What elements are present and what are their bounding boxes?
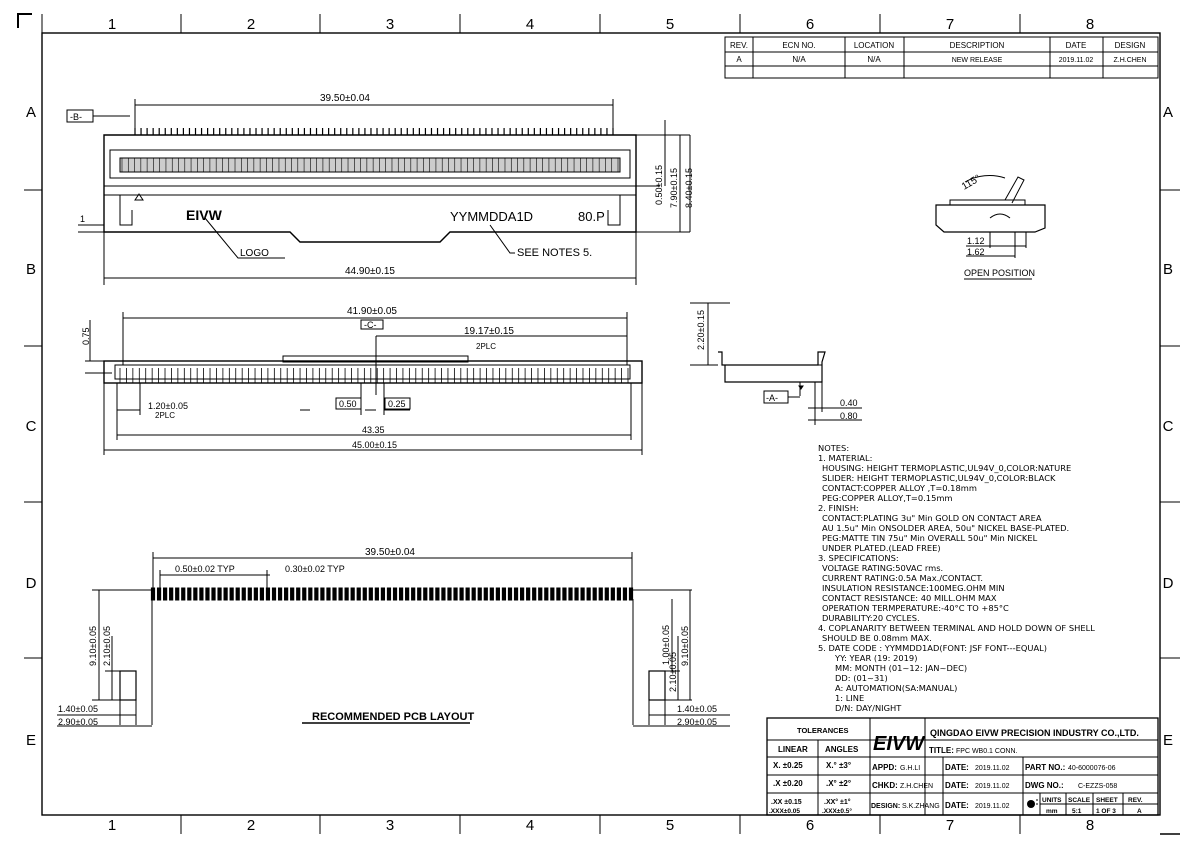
dim-025: 0.25 xyxy=(388,399,406,409)
part-value: 40-6000076-06 xyxy=(1068,765,1116,772)
pcb-pad xyxy=(527,588,530,600)
pcb-pad xyxy=(345,588,348,600)
tol-row: .XXX±0.5° xyxy=(822,808,853,815)
note-line: OPERATION TERMPERATURE:-40°C TO +85°C xyxy=(822,603,1009,613)
date-value: 2019.11.02 xyxy=(975,765,1010,772)
note-line: 3. SPECIFICATIONS: xyxy=(818,553,899,563)
tol-row: .X° ±2° xyxy=(826,779,852,788)
date-code: YYMMDDA1D xyxy=(450,209,534,224)
pcb-pad xyxy=(303,588,306,600)
pcb-pad xyxy=(533,588,536,600)
col-label: 4 xyxy=(525,817,535,834)
company-logo: EIVW xyxy=(873,733,925,755)
note-line: 1. MATERIAL: xyxy=(818,453,873,463)
note-line: SHOULD BE 0.08mm MAX. xyxy=(822,633,932,643)
pcb-pad xyxy=(623,588,626,600)
dim-41: 41.90±0.05 xyxy=(347,306,397,317)
pcb-pad xyxy=(327,588,330,600)
col-label: 1 xyxy=(107,16,117,33)
brand-mark: EIVW xyxy=(186,207,222,223)
dim-h2: 7.90±0.15 xyxy=(669,168,679,208)
rev-cell: N/A xyxy=(867,55,881,64)
note-line: MM: MONTH (01~12: JAN~DEC) xyxy=(835,663,968,673)
pcb-pad xyxy=(418,588,421,600)
appd-label: APPD: xyxy=(872,763,897,772)
pcb-pad xyxy=(194,588,197,600)
pcb-pad xyxy=(545,588,548,600)
dim-220: 2.20±0.15 xyxy=(696,310,706,350)
pin-count: 80.P xyxy=(578,209,605,224)
tol-row: .XX° ±1° xyxy=(824,799,851,806)
pcb-pad xyxy=(206,588,209,600)
pcb-pad xyxy=(472,588,475,600)
pcb-pad xyxy=(164,588,167,600)
pcb-dim-100-r: 1.00±0.05 xyxy=(661,625,671,665)
pcb-pad xyxy=(272,588,275,600)
pcb-layout-title: RECOMMENDED PCB LAYOUT xyxy=(312,711,475,723)
pcb-pad xyxy=(520,588,523,600)
dim-19: 19.17±0.15 xyxy=(464,326,514,337)
scale-value: 5:1 xyxy=(1072,808,1082,815)
pcb-pad xyxy=(309,588,312,600)
title-label: TITLE: xyxy=(929,746,954,755)
pcb-pad xyxy=(581,588,584,600)
dim-120-note: 2PLC xyxy=(155,411,176,420)
chkd-value: Z.H.CHEN xyxy=(900,783,934,790)
note-line: AU 1.5u" Min ONSOLDER AREA, 50u" NICKEL BASE-PLATED. xyxy=(822,523,1070,533)
open-position-title: OPEN POSITION xyxy=(964,268,1036,278)
dim-080: 0.80 xyxy=(840,411,858,421)
title-value: FPC WB0.1 CONN. xyxy=(956,748,1018,755)
pcb-pad xyxy=(575,588,578,600)
zone-labels xyxy=(26,16,1174,834)
pcb-pad xyxy=(369,588,372,600)
note-line: 4. COPLANARITY BETWEEN TERMINAL AND HOLD DOWN OF SHELL xyxy=(818,623,1095,633)
note-line: DD: (01~31) xyxy=(835,673,888,683)
date-value: 2019.11.02 xyxy=(975,783,1010,790)
pcb-pad xyxy=(430,588,433,600)
appd-value: G.H.LI xyxy=(900,765,921,772)
row-label: A xyxy=(25,104,37,121)
pcb-dim-910-r: 9.10±0.05 xyxy=(680,626,690,666)
note-line: CONTACT:PLATING 3u" Min GOLD ON CONTACT AREA xyxy=(822,513,1042,523)
pcb-pad xyxy=(406,588,409,600)
pcb-pad xyxy=(170,588,173,600)
title-block-text xyxy=(769,726,1143,815)
pcb-dim-140-l: 1.40±0.05 xyxy=(58,704,98,714)
pcb-dim-910-l: 9.10±0.05 xyxy=(88,626,98,666)
pcb-pad xyxy=(629,588,632,600)
col-label: 3 xyxy=(385,16,395,33)
pcb-pad xyxy=(387,588,390,600)
pcb-pad xyxy=(599,588,602,600)
pcb-dim-210-r: 2.10±0.05 xyxy=(668,652,678,692)
pcb-pad xyxy=(230,588,233,600)
note-line: D/N: DAY/NIGHT xyxy=(835,703,902,713)
top-pins xyxy=(135,128,613,135)
pcb-pad xyxy=(484,588,487,600)
pcb-pad xyxy=(333,588,336,600)
pcb-pad xyxy=(278,588,281,600)
col-label: 2 xyxy=(246,16,256,33)
col-label: 3 xyxy=(385,817,395,834)
date-label: DATE: xyxy=(945,781,969,790)
pcb-pad xyxy=(375,588,378,600)
tol-row: .XX ±0.15 xyxy=(771,799,802,806)
col-label: 6 xyxy=(805,16,815,33)
pcb-pad xyxy=(357,588,360,600)
row-label: C xyxy=(25,418,37,435)
pcb-pad xyxy=(454,588,457,600)
dim-h1: 0.50±0.15 xyxy=(654,165,664,205)
pcb-pad xyxy=(412,588,415,600)
pcb-pad xyxy=(460,588,463,600)
rev-header: DESIGN xyxy=(1114,41,1146,50)
revision-table xyxy=(725,37,1158,78)
row-label: E xyxy=(1162,732,1174,749)
col-label: 2 xyxy=(246,817,256,834)
col-label: 8 xyxy=(1085,16,1095,33)
dwg-value: C-EZZS-058 xyxy=(1078,783,1118,790)
pcb-pad xyxy=(176,588,179,600)
rev-header: DESCRIPTION xyxy=(949,41,1005,50)
pcb-pad xyxy=(563,588,566,600)
company-name: QINGDAO EIVW PRECISION INDUSTRY CO.,LTD. xyxy=(930,728,1139,738)
rev-cell: A xyxy=(736,55,742,64)
row-label: B xyxy=(1162,261,1174,278)
note-line: PEG:COPPER ALLOY,T=0.15mm xyxy=(822,493,953,503)
note-line: CONTACT:COPPER ALLOY ,T=0.18mm xyxy=(822,483,977,493)
row-label: A xyxy=(1162,104,1174,121)
rev-value: A xyxy=(1137,808,1142,815)
row-label: B xyxy=(25,261,37,278)
tol-row: .XXX±0.05 xyxy=(769,808,801,815)
pcb-dim-290-r: 2.90±0.05 xyxy=(677,717,717,727)
projection-symbol-icon xyxy=(1027,800,1038,808)
pcb-pad xyxy=(188,588,191,600)
note-line: YY: YEAR (19: 2019) xyxy=(835,653,918,663)
pcb-pad xyxy=(551,588,554,600)
side-view xyxy=(690,303,862,425)
col-label: 1 xyxy=(107,817,117,834)
note-line: CONTACT RESISTANCE: 40 MILL.OHM MAX xyxy=(822,593,997,603)
pcb-pad xyxy=(617,588,620,600)
pcb-pad xyxy=(200,588,203,600)
pcb-pad xyxy=(508,588,511,600)
pcb-layout-text xyxy=(58,547,717,727)
tol-row: X.° ±3° xyxy=(826,761,852,770)
pcb-pad xyxy=(569,588,572,600)
note-line: UNDER PLATED.(LEAD FREE) xyxy=(822,543,941,553)
pcb-pad xyxy=(260,588,263,600)
row-label: E xyxy=(25,732,37,749)
open-angle: 115° xyxy=(960,173,983,193)
note-line: DURABILITY:20 CYCLES. xyxy=(822,613,920,623)
col-label: 7 xyxy=(945,16,955,33)
note-line: PEG:MATTE TIN 75u" Min OVERALL 50u" Min NICKEL xyxy=(822,533,1038,543)
pcb-pad xyxy=(363,588,366,600)
note-line: CURRENT RATING:0.5A Max./CONTACT. xyxy=(822,573,984,583)
pcb-dim-pitch2: 0.30±0.02 TYP xyxy=(285,564,345,574)
col-label: 6 xyxy=(805,817,815,834)
pcb-pad xyxy=(351,588,354,600)
pcb-pad xyxy=(539,588,542,600)
tol-row: X. ±0.25 xyxy=(773,761,803,770)
pcb-pad xyxy=(236,588,239,600)
pcb-pad xyxy=(611,588,614,600)
rev-cell: 2019.11.02 xyxy=(1058,57,1094,64)
pcb-pad xyxy=(593,588,596,600)
datum-a: -A- xyxy=(766,393,778,403)
pcb-pad xyxy=(254,588,257,600)
col-label: 4 xyxy=(525,16,535,33)
dim-075: 0.75 xyxy=(81,327,91,345)
pcb-pad xyxy=(315,588,318,600)
pcb-pad xyxy=(218,588,221,600)
pcb-pad xyxy=(478,588,481,600)
top-view-text xyxy=(70,93,694,277)
sheet-value: 1 OF 3 xyxy=(1096,808,1116,815)
label-logo: LOGO xyxy=(240,248,269,259)
design-label: DESIGN: xyxy=(871,803,901,810)
tol-row: .X ±0.20 xyxy=(773,779,803,788)
dim-120: 1.20±0.05 xyxy=(148,401,188,411)
pcb-pad xyxy=(448,588,451,600)
date-label: DATE: xyxy=(945,801,969,810)
col-label: 8 xyxy=(1085,817,1095,834)
rev-cell: Z.H.CHEN xyxy=(1113,57,1147,64)
pcb-pad xyxy=(490,588,493,600)
pcb-dim-140-r: 1.40±0.05 xyxy=(677,704,717,714)
row-label: D xyxy=(25,575,37,592)
pcb-pad xyxy=(436,588,439,600)
scale-label: SCALE xyxy=(1068,797,1091,804)
dim-162: 1.62 xyxy=(967,247,985,257)
date-label: DATE: xyxy=(945,763,969,772)
rev-label: REV. xyxy=(1128,797,1143,804)
pcb-pad xyxy=(514,588,517,600)
open-position-text xyxy=(960,173,1035,278)
pcb-pad xyxy=(321,588,324,600)
pcb-pad xyxy=(242,588,245,600)
chkd-label: CHKD: xyxy=(872,781,898,790)
zone-frame xyxy=(24,14,1180,834)
datum-b: -B- xyxy=(70,112,82,122)
pcb-pad xyxy=(502,588,505,600)
dim-4335: 43.35 xyxy=(362,425,385,435)
top-view xyxy=(67,99,690,285)
note-line: 1: LINE xyxy=(835,693,865,703)
pcb-pad xyxy=(496,588,499,600)
note-line: 5. DATE CODE : YYMMDD1AD(FONT: JSF FONT---EQUAL) xyxy=(818,643,1048,653)
pcb-dim-pitch1: 0.50±0.02 TYP xyxy=(175,564,235,574)
dim-050: 0.50 xyxy=(339,399,357,409)
dim-19-note: 2PLC xyxy=(476,342,497,351)
note-line: A: AUTOMATION(SA:MANUAL) xyxy=(835,683,958,693)
note-line: INSULATION RESISTANCE:100MEG.OHM MIN xyxy=(822,583,1005,593)
pcb-pad xyxy=(285,588,288,600)
dim-h3: 8.40±0.15 xyxy=(684,168,694,208)
pcb-pad xyxy=(248,588,251,600)
tolerances-label: TOLERANCES xyxy=(797,726,849,735)
units-label: UNITS xyxy=(1042,797,1062,804)
col-label: 5 xyxy=(665,817,675,834)
pcb-dim-210-l: 2.10±0.05 xyxy=(102,626,112,666)
rev-header: ECN NO. xyxy=(782,41,816,50)
notes-block xyxy=(818,443,1095,713)
note-line: SLIDER: HEIGHT TERMOPLASTIC,UL94V_0,COLOR:BLACK xyxy=(822,473,1056,483)
col-label: 7 xyxy=(945,817,955,834)
pcb-pad xyxy=(393,588,396,600)
pcb-dim-290-l: 2.90±0.05 xyxy=(58,717,98,727)
note-line: HOUSING: HEIGHT TERMOPLASTIC,UL94V_0,COLOR:NATURE xyxy=(822,463,1072,473)
pcb-pad xyxy=(442,588,445,600)
dim-4500: 45.00±0.15 xyxy=(352,440,397,450)
sheet-label: SHEET xyxy=(1096,797,1118,804)
rev-header: REV. xyxy=(730,41,748,50)
date-value: 2019.11.02 xyxy=(975,803,1010,810)
dwg-label: DWG NO.: xyxy=(1025,781,1064,790)
open-position-view xyxy=(936,176,1045,279)
dim-1: 1 xyxy=(80,214,86,224)
dim-pitch-span: 39.50±0.04 xyxy=(320,93,370,104)
pcb-pad xyxy=(212,588,215,600)
pcb-pad xyxy=(157,588,160,600)
pcb-pad xyxy=(424,588,427,600)
pcb-pad xyxy=(182,588,185,600)
pcb-pad xyxy=(381,588,384,600)
note-line: NOTES: xyxy=(818,443,850,453)
rev-cell: NEW RELEASE xyxy=(951,57,1003,64)
note-line: 2. FINISH: xyxy=(818,503,859,513)
part-label: PART NO.: xyxy=(1025,763,1066,772)
angles-label: ANGLES xyxy=(825,745,859,754)
pcb-dim-span: 39.50±0.04 xyxy=(365,547,415,558)
pcb-pad xyxy=(266,588,269,600)
col-label: 5 xyxy=(665,16,675,33)
dim-width: 44.90±0.15 xyxy=(345,266,395,277)
pcb-pad xyxy=(605,588,608,600)
pcb-pad xyxy=(587,588,590,600)
pcb-pad xyxy=(297,588,300,600)
design-value: S.K.ZHANG xyxy=(902,803,940,810)
pcb-pad xyxy=(557,588,560,600)
pcb-layout xyxy=(57,552,730,726)
row-label: D xyxy=(1162,575,1174,592)
dim-112: 1.12 xyxy=(967,236,985,246)
dim-040: 0.40 xyxy=(840,398,858,408)
rev-header: LOCATION xyxy=(853,41,895,50)
rev-cell: N/A xyxy=(792,55,806,64)
pcb-pad xyxy=(224,588,227,600)
label-see-notes: SEE NOTES 5. xyxy=(517,247,593,259)
linear-label: LINEAR xyxy=(778,745,808,754)
pcb-pad xyxy=(291,588,294,600)
note-line: VOLTAGE RATING:50VAC rms. xyxy=(822,563,944,573)
units-value: mm xyxy=(1046,808,1058,815)
pcb-pad xyxy=(399,588,402,600)
rev-header: DATE xyxy=(1065,41,1087,50)
datum-c: -C- xyxy=(364,320,377,330)
pcb-pad xyxy=(466,588,469,600)
pcb-pad xyxy=(339,588,342,600)
row-label: C xyxy=(1162,418,1174,435)
